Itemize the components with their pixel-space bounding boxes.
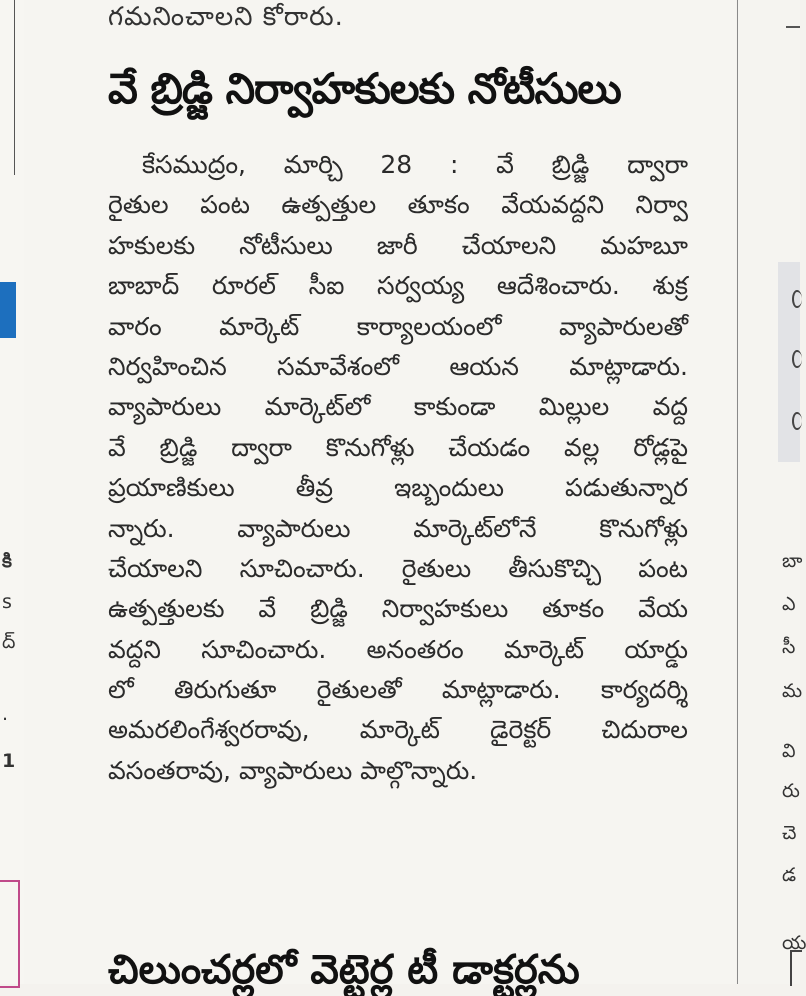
article-line: కేసముద్రం, మార్చి 28 : వే బ్రిడ్జి ద్వారా (142, 150, 688, 179)
previous-article-tail: గమనించాలని కోరారు. (108, 2, 344, 32)
article-line: వారం మార్కెట్ కార్యాలయంలో వ్యాపారులతో (108, 311, 688, 341)
right-dash (786, 26, 800, 28)
article-line: వే బ్రిడ్జి ద్వారా కొనుగోళ్లు చేయడం వల్ల రోడ్లపై (108, 432, 688, 462)
right-bullet-icon (792, 412, 802, 430)
left-fragment: . (2, 703, 9, 725)
left-blue-bar (0, 282, 16, 338)
article-line: వద్దని సూచించారు. అనంతరం మార్కెట్ యార్డు (108, 634, 688, 664)
right-fragment: డ (782, 864, 797, 886)
right-fragment: ఎ (782, 593, 796, 615)
article-line: నిర్వహించిన సమావేశంలో ఆయన మాట్లాడారు. (108, 351, 688, 381)
right-fragment: చె (782, 822, 797, 844)
right-fragment: బా (782, 550, 803, 572)
article-line: లో తిరుగుతూ రైతులతో మాట్లాడారు. కార్యదర్శి (108, 675, 688, 705)
article-headline: వే బ్రిడ్జి నిర్వాహకులకు నోటీసులు (108, 64, 621, 113)
right-adjacent-column (738, 0, 806, 984)
left-fragment: ద్ (2, 631, 16, 653)
article-line: న్నారు. వ్యాపారులు మార్కెట్‌లోనే కొనుగోళ్లు (108, 513, 688, 543)
article-line: ప్రయాణికులు తీవ్ర ఇబ్బందులు పడుతున్నార (108, 473, 688, 503)
right-fragment: సీ (782, 636, 796, 658)
left-fragment: 1 (2, 750, 16, 772)
article-line: వ్యాపారులు మార్కెట్‌లో కాకుండా మిల్లుల వద్ద (108, 392, 688, 422)
right-fragment: రు (782, 780, 800, 802)
right-fragment: వి (782, 740, 796, 762)
right-bullet-icon (792, 350, 802, 368)
article-line: ఉత్పత్తులకు వే బ్రిడ్జి నిర్వాహకులు తూకం వేయ (108, 594, 688, 624)
article-line: హకులకు నోటీసులు జారీ చేయాలని మహబూ (108, 230, 688, 260)
left-pink-box (0, 880, 20, 988)
left-fragment: s (2, 591, 12, 613)
article-line: బాబాద్ రూరల్ సీఐ సర్వయ్య ఆదేశించారు. శుక్ర (108, 271, 688, 301)
right-corner-rule (790, 950, 802, 986)
article-line: అమరలింగేశ్వరరావు, మార్కెట్ డైరెక్టర్ చిదురాల (108, 715, 688, 745)
left-adjacent-column (0, 0, 25, 984)
left-column-rule (0, 0, 15, 175)
right-fragment: య (782, 932, 806, 954)
right-fragment: మ (782, 680, 803, 702)
article-line: రైతుల పంట ఉత్పత్తుల తూకం వేయవద్దని నిర్వా (108, 190, 688, 220)
right-bullet-icon (792, 290, 802, 308)
left-fragment: కి (2, 550, 12, 572)
article-line: చేయాలని సూచించారు. రైతులు తీసుకొచ్చి పంట (108, 553, 688, 583)
article-body (108, 145, 688, 791)
article-line: వసంతరావు, వ్యాపారులు పాల్గొన్నారు. (108, 755, 478, 785)
next-article-headline: చిలుంచర్లలో వెట్టెర్ల టీ డాక్టర్లను (108, 947, 580, 993)
